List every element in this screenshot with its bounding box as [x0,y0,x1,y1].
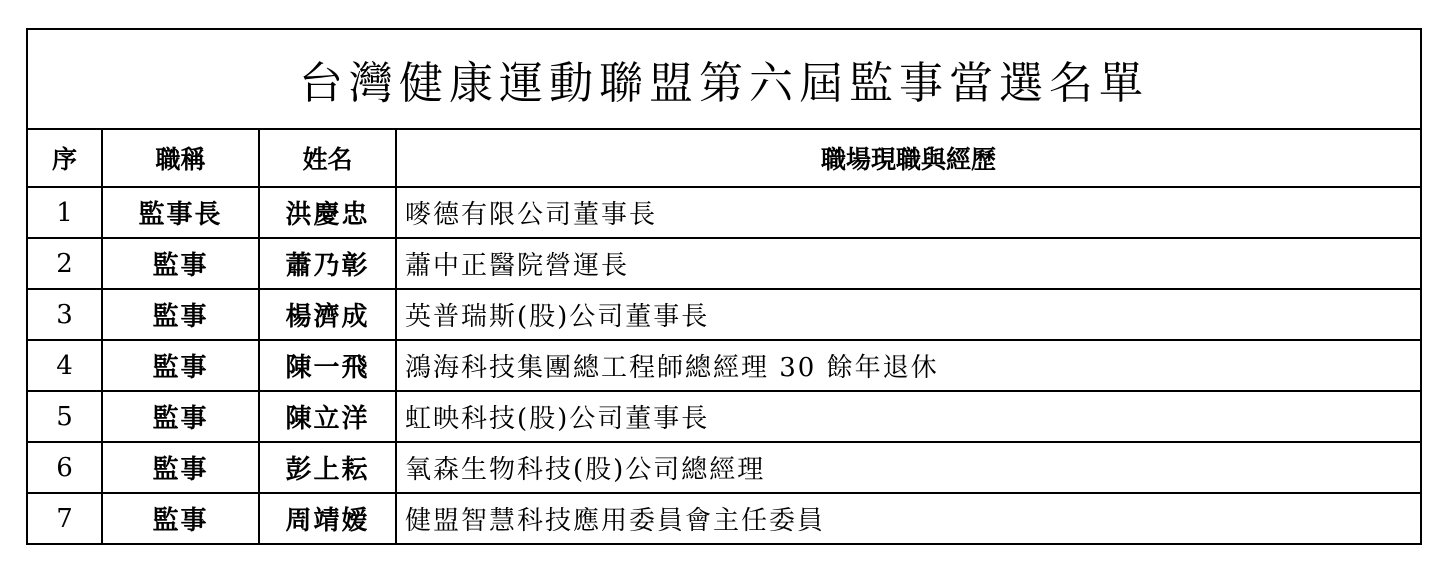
table-title: 台灣健康運動聯盟第六屆監事當選名單 [27,29,1421,129]
row-position: 監事 [102,340,259,391]
row-name: 陳一飛 [259,340,396,391]
row-position: 監事 [102,238,259,289]
header-name: 姓名 [259,129,396,187]
row-number: 1 [27,187,102,238]
table-row [27,391,1421,442]
supervisors-roster-table [26,28,1422,545]
row-experience: 健盟智慧科技應用委員會主任委員 [396,493,1421,544]
table-row [27,187,1421,238]
row-name: 楊濟成 [259,289,396,340]
row-experience: 英普瑞斯(股)公司董事長 [396,289,1421,340]
row-experience: 氧森生物科技(股)公司總經理 [396,442,1421,493]
row-name: 彭上耘 [259,442,396,493]
row-experience: 嘜德有限公司董事長 [396,187,1421,238]
row-number: 7 [27,493,102,544]
row-position: 監事長 [102,187,259,238]
table-row [27,442,1421,493]
header-position: 職稱 [102,129,259,187]
title-row [27,29,1421,129]
row-number: 6 [27,442,102,493]
row-position: 監事 [102,391,259,442]
row-experience: 虹映科技(股)公司董事長 [396,391,1421,442]
row-experience: 鴻海科技集團總工程師總經理 30 餘年退休 [396,340,1421,391]
row-name: 陳立洋 [259,391,396,442]
header-experience: 職場現職與經歷 [396,129,1421,187]
row-name: 洪慶忠 [259,187,396,238]
row-name: 周靖嫒 [259,493,396,544]
row-experience: 蕭中正醫院營運長 [396,238,1421,289]
row-number: 3 [27,289,102,340]
header-row [27,129,1421,187]
table-row [27,493,1421,544]
table-row [27,289,1421,340]
row-position: 監事 [102,493,259,544]
row-position: 監事 [102,442,259,493]
header-no: 序 [27,129,102,187]
row-position: 監事 [102,289,259,340]
row-number: 5 [27,391,102,442]
row-number: 4 [27,340,102,391]
row-number: 2 [27,238,102,289]
row-name: 蕭乃彰 [259,238,396,289]
table-row [27,340,1421,391]
table-row [27,238,1421,289]
